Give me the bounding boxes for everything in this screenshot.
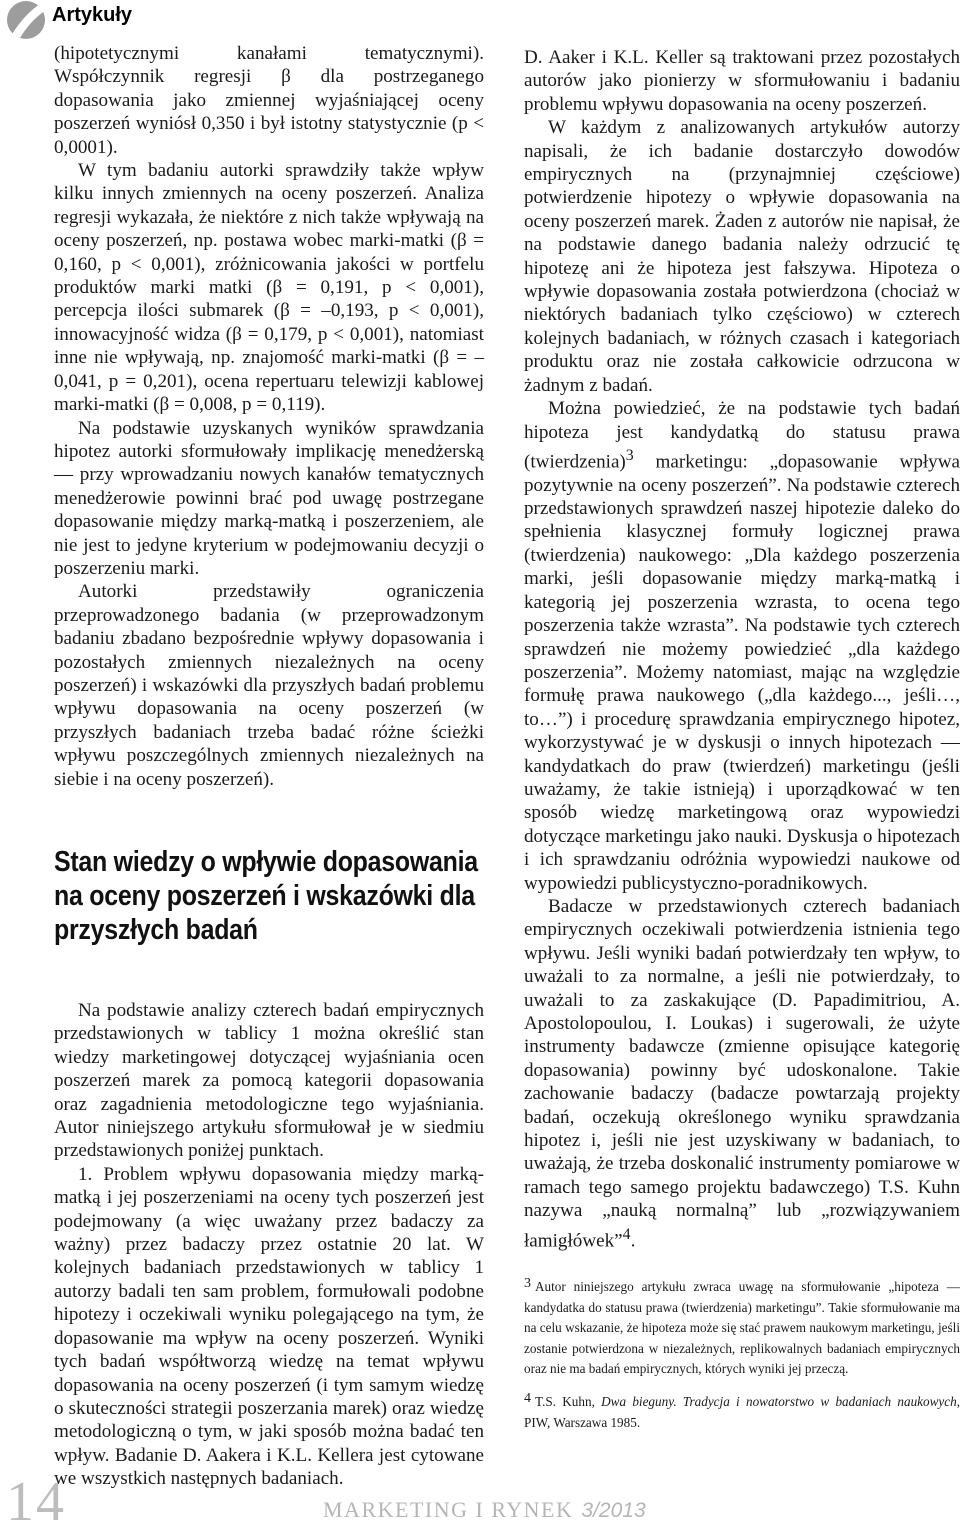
paragraph: (hipotetycznymi kanałami tematycznymi). Współczynnik regresji β dla postrzeganego dopasowania jako zmiennej wyjaśniającej oceny poszerzeń wyniósł 0,350 i był istotny statystycznie (p < 0,0001). [54, 43, 484, 158]
paragraph: 1. Problem wpływu dopasowania między marką-matką i jej poszerzeniami na oceny tych poszerzeń jest podejmowany (a więc uważany przez badaczy za ważny) przez badaczy przez ostatnie 20 lat. W kolejnych badaniach przedstawionych w tablicy 1 autorzy badali ten sam problem, formułowali podobne hipotezy i oczekiwali wyniku polegającego na tym, że dopasowanie ma wpływ na oceny poszerzeń. Wyniki tych badań współtworzą wiedzę na temat wpływu dopasowania na oceny poszerzeń (i tym samym wiedzę o skuteczności strategii poszerzania marek) oraz wiedzę metodologiczną o tym, w jaki sposób można badać ten wpływ. Badanie D. Aakera i K.L. Kellera jest cytowane we wszystkich następnych badaniach. [54, 1163, 484, 1490]
journal-issue: 3/2013 [581, 1499, 646, 1522]
footnote-text: T.S. Kuhn, [535, 1394, 602, 1410]
footnote-text: , PIW, Warszawa 1985. [524, 1394, 960, 1430]
footnotes [524, 1274, 960, 1433]
footnote-ref: 3 [625, 446, 634, 464]
footnote [524, 1274, 960, 1379]
section-title: Artykuły [52, 4, 133, 26]
paragraph-text: . [630, 1230, 636, 1252]
footnote-book-title: Dwa bieguny. Tradycja i nowatorstwo w badaniach naukowych [601, 1394, 957, 1410]
journal-name: MARKETING I RYNEK [323, 1497, 574, 1522]
section-logo-icon [6, 0, 50, 40]
paragraph-text: marketingu: „dopasowanie wpływa pozytywnie na oceny poszerzeń”. Na podstawie czterech przedstawionych sprawdzeń naszej hipotezie daleko do spełnienia klasycznej formuły logicznej prawa (twierdzenia) naukowego: „Dla każdego poszerzenia marki, jeśli dopasowanie między marką-matką i kategorią jej poszerzenia wzrasta, to ocena tego poszerzenia także wzrasta”. Na podstawie tych czterech sprawdzeń nie możemy powiedzieć „dla każdego poszerzenia”. Możemy natomiast, mając na względzie formułę prawa naukowego („dla każdego..., jeśli…, to…”) i procedurę sprawdzania empirycznego hipotez, wykorzystywać je w dyskusji o innych hipotezach — kandydatkach do praw (twierdzeń) marketingu (jeśli uważamy, że takie istnieją) i uporządkować w ten sposób wiedzę marketingową oraz wypowiedzi dotyczące marketingu jako nauki. Dyskusja o hipotezach i ich sprawdzaniu odróżnia wypowiedzi naukowe od wypowiedzi publicystyczno-poradnikowych. [524, 451, 960, 894]
paragraph: D. Aaker i K.L. Keller są traktowani przez pozostałych autorów jako pionierzy w sformułowaniu i badaniu problemu wpływu dopasowania na oceny poszerzeń. [524, 47, 960, 115]
right-column [524, 46, 960, 1433]
paragraph-text: Można powiedzieć, że na podstawie tych badań hipoteza jest kandydatką do statusu prawa (twierdzenia) [524, 398, 960, 473]
journal-footer [323, 1497, 646, 1523]
page-number: 14 [6, 1471, 66, 1533]
paragraph: Na podstawie analizy czterech badań empirycznych przedstawionych w tablicy 1 można określić stan wiedzy marketingowej dotyczącej wyjaśniania ocen poszerzeń marek za pomocą kategorii dopasowania oraz zagadnienia metodologiczne tego wyjaśniania. Autor niniejszego artykułu sformułował je w siedmiu przedstawionych poniżej punktach. [54, 1000, 484, 1162]
left-column [54, 42, 484, 1491]
section-heading: Stan wiedzy o wpływie dopasowania na oceny poszerzeń i wskazówki dla przyszłych badań [54, 846, 478, 946]
paragraph [524, 895, 960, 1252]
paragraph-text: Badacze w przedstawionych czterech badaniach empirycznych oczekiwali potwierdzenia istnienia tego wpływu. Jeśli wyniki badań potwierdzały ten wpływ, to uważali to za normalne, a jeśli nie potwierdzały, to uważali to za zaskakujące (D. Papadimitriou, A. Apostolopoulou, I. Loukas) i sugerowali, że użyte instrumenty badawcze (zmienne opisujące kategorię dopasowania) powinny być udoskonalone. Takie zachowanie badaczy (badacze powtarzają projekty badań, oczekują określonego wyniku sprawdzania hipotez i, jeśli nie jest uzyskiwany w badaniach, to uważają, że trzeba doskonalić instrumenty pomiarowe w ramach tego samego projektu badawczego) T.S. Kuhn nazywa „nauką normalną” lub „rozwiązywaniem łamigłówek” [524, 895, 960, 1252]
paragraph: Autorki przedstawiły ograniczenia przeprowadzonego badania (w przeprowadzonym badaniu zbadano bezpośrednie wpływy dopasowania i pozostałych zmiennych niezależnych na oceny poszerzeń) i wskazówki dla przyszłych badań problemu wpływu dopasowania na oceny poszerzeń (w przyszłych badaniach trzeba badać różne ścieżki wpływu poszczególnych zmiennych niezależnych na siebie i na oceny poszerzeń). [54, 581, 484, 790]
footnote-ref: 4 [622, 1225, 631, 1243]
paragraph: Na podstawie uzyskanych wyników sprawdzania hipotez autorki sformułowały implikację menedżerską — przy wprowadzaniu nowych kanałów tematycznych menedżerowie powinni brać pod uwagę postrzegane dopasowanie między marką-matką i poszerzeniem, ale nie jest to jedyne kryterium w podejmowaniu decyzji o poszerzeniu marki. [54, 417, 484, 579]
footnote-text: Autor niniejszego artykułu zwraca uwagę na sformułowanie „hipoteza — kandydatka do statusu prawa (twierdzenia) marketingu”. Takie sformułowanie ma na celu wskazanie, że hipoteza może się stać prawem naukowym marketingu, jeśli zostanie potwierdzona w niezależnych, replikowalnych badaniach empirycznych oraz nie ma badań empirycznych, których wyniki jej przeczą. [524, 1279, 960, 1377]
footnote [524, 1389, 960, 1433]
section-header [6, 0, 306, 40]
paragraph: W tym badaniu autorki sprawdziły także wpływ kilku innych zmiennych na oceny poszerzeń. Analiza regresji wykazała, że niektóre z nich także wpływają na oceny poszerzeń, np. postawa wobec marki-matki (β = 0,160, p < 0,001), zróżnicowania jakości w portfelu produktów marki matki (β = 0,191, p < 0,001), percepcja ilości submarek (β = –0,193, p < 0,001), innowacyjność widza (β = 0,179, p < 0,001), natomiast inne nie wpływają, np. znajomość marki-matki (β = –0,041, p = 0,201), ocena repertuaru telewizji kablowej marki-matki (β = 0,008, p = 0,119). [54, 160, 484, 416]
paragraph: W każdym z analizowanych artykułów autorzy napisali, że ich badanie dostarczyło dowodów empirycznych na (przynajmniej częściowe) potwierdzenie hipotezy o wpływie dopasowania na oceny poszerzeń marek. Żaden z autorów nie napisał, że na podstawie danego badania należy odrzucić tę hipotezę ani że hipoteza jest fałszywa. Hipoteza o wpływie dopasowania została potwierdzona (chociaż w niektórych badaniach tylko częściowo) w czterech kolejnych badaniach, w różnych czasach i kategoriach produktu oraz nie została całkowicie odrzucona w żadnym z badań. [524, 117, 960, 396]
footnote-number: 4 [524, 1391, 531, 1407]
footnote-number: 3 [524, 1276, 531, 1292]
paragraph [524, 397, 960, 895]
